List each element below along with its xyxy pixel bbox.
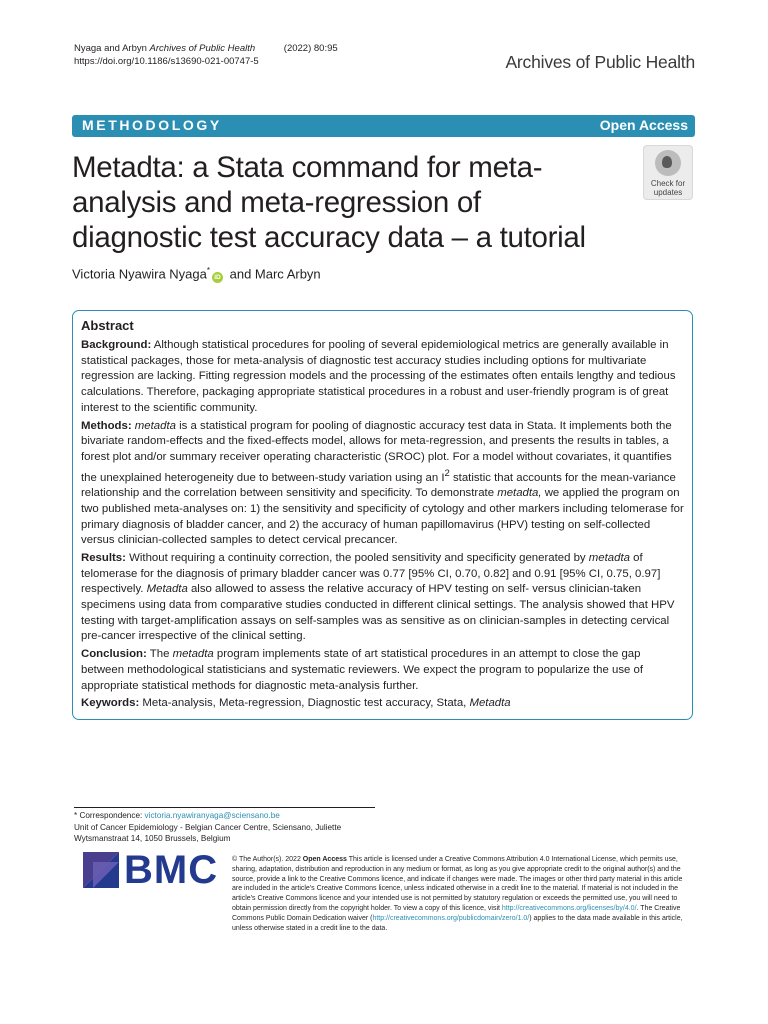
crossmark-label-line1: Check for bbox=[650, 179, 686, 188]
correspondence-note bbox=[74, 810, 394, 845]
results-text-1: Without requiring a continuity correction, the pooled sensitivity and specificity generated by bbox=[125, 551, 589, 564]
doi-link[interactable]: https://doi.org/10.1186/s13690-021-00747-5 bbox=[74, 56, 259, 67]
abstract-box bbox=[72, 310, 693, 720]
crossmark-label-line2: updates bbox=[653, 188, 683, 197]
check-for-updates-button[interactable] bbox=[643, 145, 693, 200]
section-banner bbox=[72, 115, 695, 137]
crossmark-label bbox=[643, 179, 693, 197]
keywords-label: Keywords: bbox=[81, 697, 140, 710]
journal-name: Archives of Public Health bbox=[505, 52, 695, 72]
results-program-name: metadta bbox=[588, 551, 630, 564]
methods-text-3: we applied the program on two published meta-analyses on: 1) the sensitivity and specificity of cytology and other markers including telomerase for primary diagnosis of bladder cancer, and 2) the accuracy of human papillomavirus (HPV) testing on self-collected versus clinician-collected samples to detect cervical precancer. bbox=[81, 487, 684, 547]
methods-label: Methods: bbox=[81, 419, 132, 432]
header-authors: Nyaga and Arbyn bbox=[74, 43, 147, 54]
running-header bbox=[74, 42, 338, 68]
author-list bbox=[72, 266, 321, 283]
abstract-methods bbox=[81, 419, 685, 549]
article-title: Metadta: a Stata command for meta-analysis and meta-regression of diagnostic test accuracy data – a tutorial bbox=[72, 151, 586, 254]
license-link-cc0[interactable]: http://creativecommons.org/publicdomain/zero/1.0/ bbox=[372, 914, 530, 922]
background-text: Although statistical procedures for pooling of several epidemiological metrics are generally available in statistical packages, those for meta-analysis of diagnostic test accuracy studies including options for multivariate regression are lacking. Fitting regression models and the processing of the estimates often entails lengthy and tedious calculations. Therefore, packaging appropriate statistical procedures in a robust and user-friendly program is of great interest to the scientific community. bbox=[81, 339, 676, 414]
author-first[interactable]: Victoria Nyawira Nyaga bbox=[72, 266, 207, 282]
correspondence-affiliation: Unit of Cancer Epidemiology - Belgian Cancer Centre, Sciensano, Juliette Wytsmanstraat 14, 1050 Brussels, Belgium bbox=[74, 822, 342, 843]
abstract-background bbox=[81, 338, 685, 417]
license-text-2: . The Creative Commons Public Domain Dedication waiver ( bbox=[232, 904, 681, 922]
conclusion-program-name: metadta bbox=[172, 648, 214, 661]
methods-text-1: is a statistical program for pooling of diagnostic accuracy test data in Stata. It implements both the bivariate random-effects and the fixed-effects model, allows for meta-regression, and presents the results in tables, a forest plot and/or summary receiver operating characteristic (SROC) plot. For a model without covariates, it quantifies the unexplained heterogeneity due to between-study variation using an I bbox=[81, 419, 672, 484]
methods-superscript: 2 bbox=[444, 467, 450, 479]
methods-text-2: statistic that accounts for the mean-variance relationship and the correlation between sensitivity and specificity. To demonstrate bbox=[81, 471, 676, 500]
abstract-heading: Abstract bbox=[81, 318, 134, 333]
correspondence-email-link[interactable]: victoria.nyawiranyaga@sciensano.be bbox=[144, 811, 280, 820]
abstract-results bbox=[81, 551, 685, 645]
license-link-cc-by[interactable]: http://creativecommons.org/licenses/by/4.0/ bbox=[501, 904, 637, 912]
crossmark-icon bbox=[655, 150, 681, 176]
footnote-divider bbox=[74, 807, 375, 808]
bmc-logo-icon bbox=[83, 852, 119, 888]
background-label: Background: bbox=[81, 339, 152, 351]
results-program-name-2: Metadta bbox=[146, 583, 188, 596]
methods-program-name: metadta bbox=[134, 419, 176, 432]
methods-program-name-2: metadta, bbox=[497, 487, 542, 500]
conclusion-text-1: The bbox=[146, 648, 173, 661]
conclusion-label: Conclusion: bbox=[81, 648, 147, 661]
abstract-keywords bbox=[81, 696, 685, 712]
results-text-3: also allowed to assess the relative accuracy of HPV testing on self- versus clinician-taken specimens using data from comparative studies conducted in different clinical settings. The analysis showed that HPV testing with target-amplification assays on self-samples was as sensitive as on clinician-samples in detecting cervical pre-cancer irrespective of the clinical setting. bbox=[81, 583, 675, 643]
results-text-2: of telomerase for the diagnosis of primary bladder cancer was 0.77 [95% CI, 0.70, 0.82] and 0.91 [95% CI, 0.75, 0.97] respectively. bbox=[81, 551, 661, 596]
section-label: METHODOLOGY bbox=[82, 117, 222, 133]
keywords-text: Meta-analysis, Meta-regression, Diagnostic test accuracy, Stata, bbox=[139, 697, 470, 710]
corresponding-mark: * bbox=[206, 266, 210, 275]
license-text-1: This article is licensed under a Creative Commons Attribution 4.0 International License, which permits use, sharing, adaptation, distribution and reproduction in any medium or format, as long as you give appropriate credit to the original author(s) and the source, provide a link to the Creative Commons licence, and indicate if changes were made. The images or other third party material in this article are included in the article's Creative Commons licence, unless indicated otherwise in a credit line to the material. If material is not included in the article's Creative Commons licence and your intended use is not permitted by statutory regulation or exceeds the permitted use, you will need to obtain permission directly from the copyright holder. To view a copy of this licence, visit bbox=[232, 856, 683, 912]
correspondence-prefix: * Correspondence: bbox=[74, 811, 145, 820]
author-rest: and Marc Arbyn bbox=[226, 266, 321, 282]
header-journal: Archives of Public Health bbox=[149, 43, 256, 54]
license-text bbox=[232, 855, 694, 933]
abstract-conclusion bbox=[81, 647, 685, 694]
orcid-icon[interactable]: iD bbox=[212, 272, 223, 283]
abstract-body bbox=[81, 338, 685, 714]
keywords-last: Metadta bbox=[469, 697, 511, 710]
conclusion-text-2: program implements state of art statistical procedures in an attempt to close the gap between methodological statisticians and systematic reviewers. We expect the program to popularize the use of appropriate statistical methods for diagnostic meta-analysis further. bbox=[81, 648, 644, 692]
license-open-access: Open Access bbox=[302, 856, 347, 863]
correspondence-line bbox=[74, 810, 394, 822]
open-access-label: Open Access bbox=[599, 117, 688, 133]
license-text-3: ) applies to the data made available in this article, unless otherwise stated in a credit line to the data. bbox=[232, 914, 683, 932]
license-prefix: © The Author(s). 2022 bbox=[232, 856, 303, 863]
bmc-logo-text: BMC bbox=[124, 848, 219, 892]
citation-line bbox=[74, 42, 338, 55]
results-label: Results: bbox=[81, 551, 126, 564]
header-year-volume: (2022) 80:95 bbox=[283, 43, 338, 54]
